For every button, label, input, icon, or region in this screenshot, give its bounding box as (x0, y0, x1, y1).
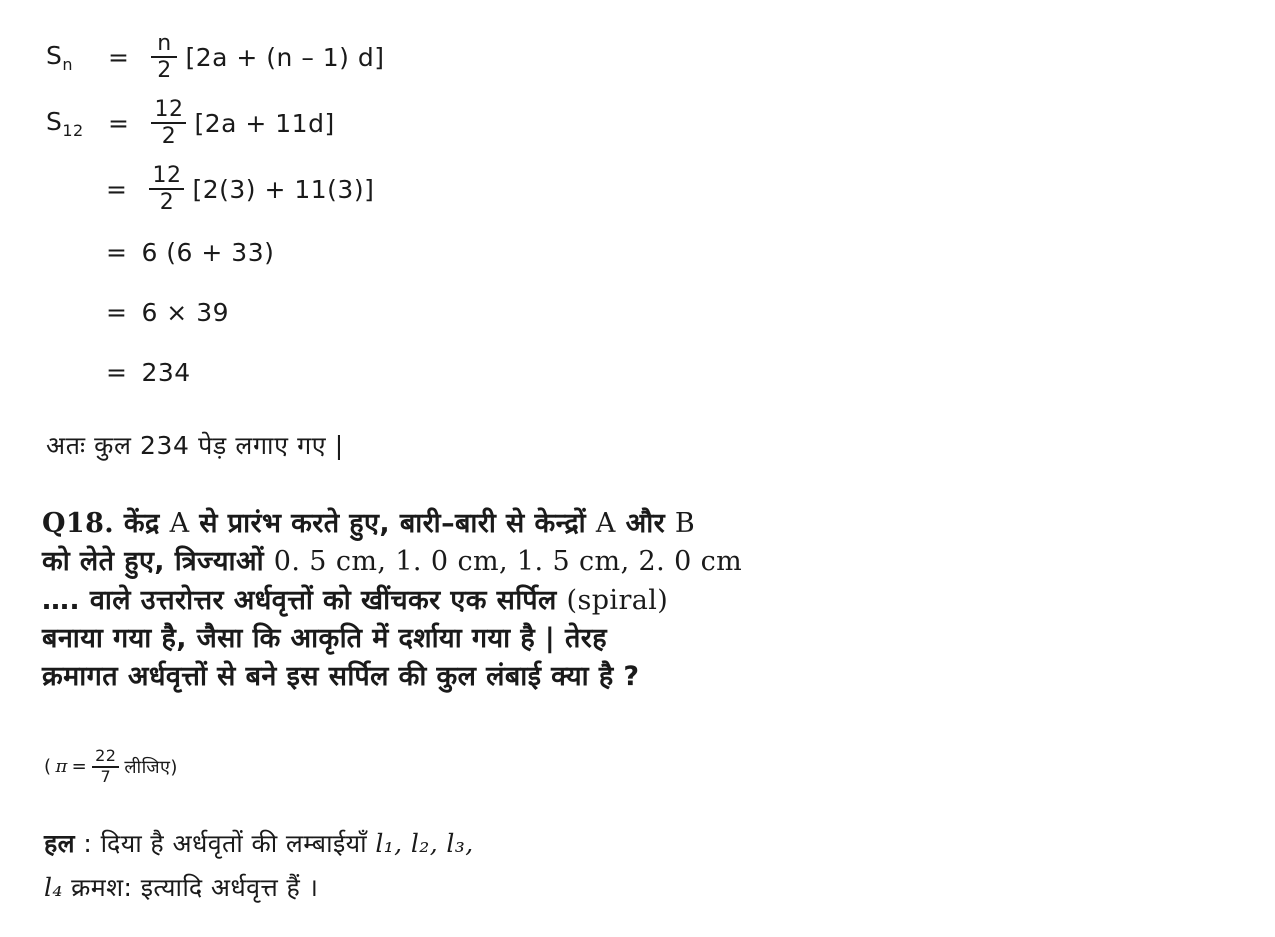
solution-line-1 (44, 824, 1194, 864)
fraction (151, 98, 186, 148)
solution-block (44, 824, 1194, 908)
pi-value-note (44, 748, 178, 786)
question-latin-label-a: A (169, 508, 190, 539)
fraction (149, 164, 184, 214)
equals-sign: = (106, 358, 128, 388)
question-radii-values: 0. 5 cm, 1. 0 cm, 1. 5 cm, 2. 0 cm (273, 546, 743, 578)
fraction (151, 32, 177, 82)
math-line-rhs: [2a + 11d] (194, 108, 335, 138)
equals-sign: = (108, 108, 130, 138)
math-line-rhs: 6 × 39 (141, 298, 230, 328)
question-text-part: क्रमागत अर्धवृत्तों से बने इस सर्पिल की कुल लंबाई क्या है ? (42, 661, 640, 693)
question-text-part: से प्रारंभ करते हुए, बारी–बारी से केन्द्रों (189, 508, 596, 539)
solution-text: क्रमश: इत्यादि अर्धवृत्त हैं । (62, 873, 319, 902)
math-derivation-block (46, 32, 946, 411)
question-text-part: को लेते हुए, त्रिज्याओं (42, 546, 274, 578)
math-line (46, 164, 946, 214)
pi-symbol: π (55, 756, 68, 778)
fraction-numerator: n (157, 31, 172, 56)
question-block (42, 505, 1232, 697)
question-text-part: …. वाले उत्तरोत्तर अर्धवृत्तों को खींचकर एक सर्पिल (42, 584, 567, 616)
question-latin-label-b: B (674, 508, 696, 539)
solution-colon: : (75, 829, 101, 858)
math-line (46, 231, 946, 275)
math-line-rhs: 6 (6 + 33) (141, 238, 275, 268)
fraction-denominator: 2 (157, 58, 172, 84)
pi-note-open-paren: ( (44, 756, 52, 778)
question-number: Q18. (42, 508, 115, 539)
solution-label: हल (44, 829, 76, 858)
fraction-numerator: 22 (95, 746, 117, 765)
solution-length-terms: l₁, l₂, l₃, (375, 829, 474, 858)
fraction-denominator: 2 (159, 190, 175, 216)
solution-text: दिया है अर्धवृतों की लम्बाईयाँ (100, 829, 376, 858)
question-text-part: और (615, 508, 675, 539)
math-line (46, 291, 946, 335)
question-text-part: केंद्र (123, 508, 170, 539)
math-line-rhs: [2(3) + 11(3)] (192, 174, 375, 204)
fraction-denominator: 2 (161, 124, 177, 150)
pi-note-text: लीजिए) (124, 756, 178, 778)
math-subscript: 12 (62, 120, 84, 140)
math-line-lhs: $S_n$ (46, 40, 74, 74)
math-line (46, 98, 946, 148)
math-line (46, 32, 946, 82)
fraction-numerator: 12 (154, 97, 184, 123)
equals-sign: = (106, 238, 128, 268)
solution-line-2 (44, 868, 1194, 908)
question-latin-label-a2: A (595, 508, 616, 539)
fraction (92, 748, 119, 786)
equals-sign: = (108, 42, 130, 72)
question-spiral-latin: (spiral) (566, 584, 669, 616)
question-text-part: बनाया गया है, जैसा कि आकृति में दर्शाया गया है | तेरह (42, 622, 607, 654)
math-line-rhs: 234 (141, 358, 191, 388)
math-line-rhs: [2a + (n – 1) d] (185, 42, 385, 72)
conclusion-text: अतः कुल 234 पेड़ लगाए गए | (46, 431, 344, 460)
fraction-numerator: 12 (152, 163, 182, 189)
fraction-denominator: 7 (100, 766, 112, 786)
equals-sign: = (106, 174, 128, 204)
math-line-lhs: $S_{12}$ (46, 106, 84, 140)
equals-sign: = (106, 298, 128, 328)
solution-length-term-4: l₄ (44, 873, 63, 902)
math-line (46, 351, 946, 395)
pi-note-equals: = (71, 756, 88, 778)
math-subscript: n (62, 54, 74, 74)
